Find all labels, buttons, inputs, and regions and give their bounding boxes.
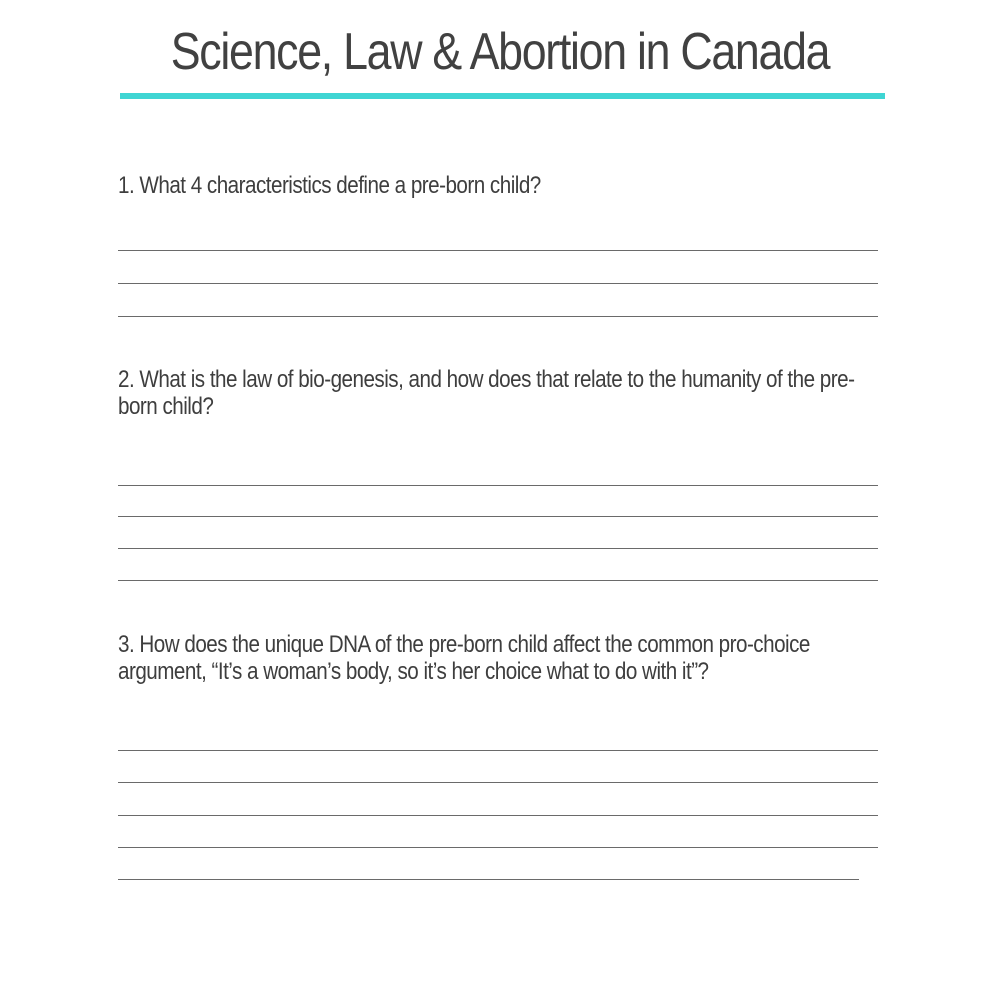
- answer-line[interactable]: [118, 516, 878, 517]
- answer-line[interactable]: [118, 879, 859, 880]
- answer-line[interactable]: [118, 316, 878, 317]
- title-underline: [120, 93, 885, 99]
- answer-line[interactable]: [118, 782, 878, 783]
- question-3: 3. How does the unique DNA of the pre-born child affect the common pro-choice argument, “It’s a woman’s body, so it’s her choice what to do with it”?: [118, 631, 810, 685]
- page-title: Science, Law & Abortion in Canada: [170, 23, 830, 81]
- answer-line[interactable]: [118, 485, 878, 486]
- question-1: 1. What 4 characteristics define a pre-born child?: [118, 172, 541, 199]
- answer-line[interactable]: [118, 847, 878, 848]
- question-2: 2. What is the law of bio-genesis, and how does that relate to the humanity of the pre-born child?: [118, 366, 855, 420]
- answer-line[interactable]: [118, 750, 878, 751]
- answer-line[interactable]: [118, 815, 878, 816]
- answer-line[interactable]: [118, 548, 878, 549]
- answer-line[interactable]: [118, 283, 878, 284]
- answer-line[interactable]: [118, 250, 878, 251]
- answer-line[interactable]: [118, 580, 878, 581]
